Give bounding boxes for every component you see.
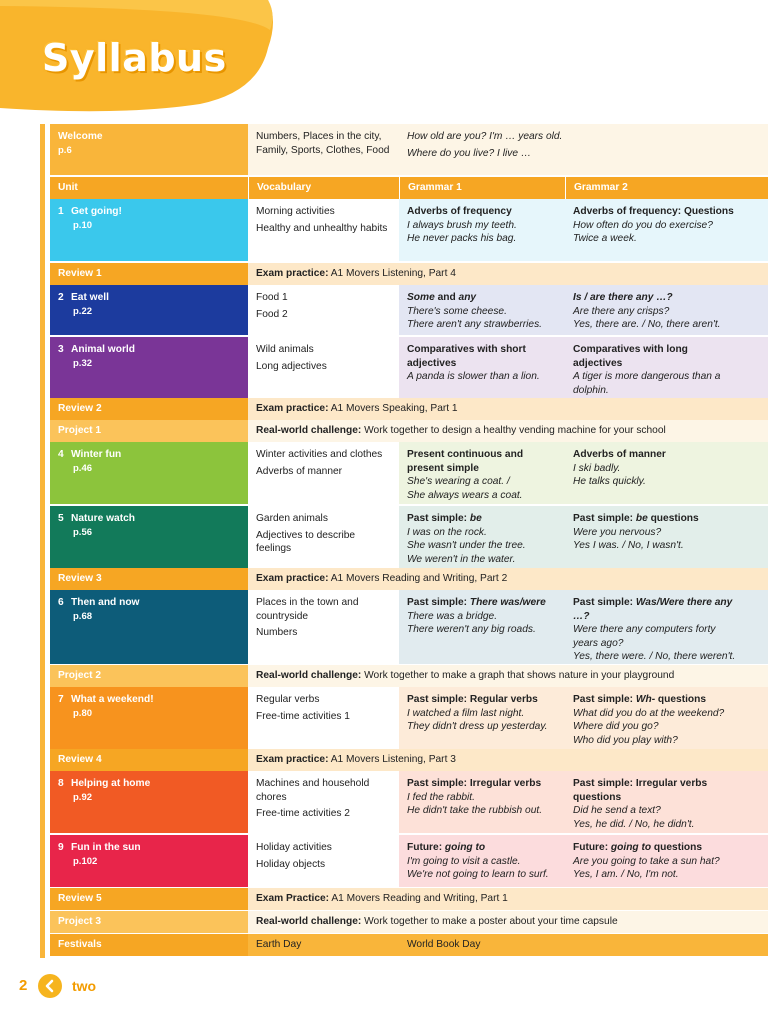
review-label: Review 5	[50, 888, 248, 910]
unit-grammar2	[565, 199, 768, 261]
unit-page: p.68	[73, 610, 93, 622]
grammar-example: Yes, I am. / No, I'm not.	[573, 869, 679, 880]
grammar-example: He talks quickly.	[573, 476, 646, 487]
welcome-page: p.6	[58, 144, 72, 156]
review-detail: A1 Movers Listening, Part 4	[328, 268, 456, 279]
review-label: Review 1	[50, 263, 248, 285]
unit-row-3	[50, 337, 768, 398]
grammar-example: Are you going to take a sun hat?	[573, 855, 720, 867]
unit-cell	[50, 285, 248, 335]
review-row-1	[50, 263, 768, 285]
unit-cell	[50, 835, 248, 887]
project-detail: Work together to make a graph that shows nature in your playground	[361, 670, 675, 681]
grammar-example: Yes, there were. / No, there weren't.	[573, 651, 736, 662]
unit-grammar1	[399, 199, 565, 261]
welcome-grammar-line: How old are you? I'm … years old.	[407, 131, 563, 142]
unit-page: p.80	[73, 707, 93, 719]
unit-page: p.102	[73, 855, 98, 867]
welcome-grammar	[399, 124, 768, 175]
grammar-title: Past simple: Irregular verbs questions	[573, 778, 708, 803]
project-bold: Real-world challenge:	[256, 670, 362, 681]
unit-name: Then and now	[71, 597, 140, 608]
review-bold: Exam Practice:	[256, 893, 330, 904]
vocab-item: Wild animals	[256, 344, 314, 355]
project-row-3	[50, 911, 768, 933]
unit-grammar2	[565, 687, 768, 749]
unit-row-8	[50, 771, 768, 833]
vocab-item: Morning activities	[256, 206, 335, 217]
unit-name: Helping at home	[71, 778, 151, 789]
grammar-title: Past simple: Irregular verbs	[407, 778, 542, 789]
unit-vocab	[248, 442, 399, 504]
grammar-example: She wasn't under the tree.	[407, 540, 526, 551]
grammar-title: Wh-	[635, 694, 656, 705]
review-text	[248, 398, 768, 420]
grammar-title: Past simple: Regular verbs	[407, 694, 538, 705]
grammar-title: Past simple:	[407, 597, 470, 608]
unit-number: 1	[58, 206, 64, 217]
grammar-example: A panda is slower than a lion.	[407, 371, 540, 382]
unit-number: 8	[58, 778, 64, 789]
unit-number: 4	[58, 449, 64, 460]
grammar-example: There's some cheese.	[407, 305, 507, 317]
grammar-example: Yes, there are. / No, there aren't.	[573, 319, 721, 330]
grammar-example: I was on the rock.	[407, 526, 487, 538]
grammar-example: They didn't dress up yesterday.	[407, 721, 548, 732]
grammar-example: Did he send a text?	[573, 805, 661, 816]
grammar-example: What did you do at the weekend?	[573, 707, 725, 719]
header-unit: Unit	[58, 182, 78, 193]
festival-world-book-day: World Book Day	[407, 939, 481, 950]
grammar-example: There weren't any big roads.	[407, 624, 536, 635]
review-label: Review 2	[50, 398, 248, 420]
grammar-title: Comparatives with long adjectives	[573, 344, 688, 369]
chevron-left-icon[interactable]	[38, 974, 62, 998]
unit-vocab	[248, 590, 399, 664]
grammar-title: Adverbs of manner	[573, 449, 666, 460]
vocab-item: Numbers	[256, 627, 298, 638]
review-bold: Exam practice:	[256, 573, 329, 584]
unit-page: p.46	[73, 462, 93, 474]
unit-cell	[50, 687, 248, 749]
review-text	[248, 568, 768, 590]
vocab-item: Food 2	[256, 308, 288, 320]
project-label: Project 2	[50, 665, 248, 687]
review-detail: A1 Movers Speaking, Part 1	[328, 403, 458, 414]
unit-grammar1	[399, 771, 565, 833]
welcome-label: Welcome	[58, 131, 103, 142]
unit-grammar1	[399, 687, 565, 749]
unit-cell	[50, 771, 248, 833]
page-number-word: two	[72, 978, 97, 994]
grammar-example: Yes, he did. / No, he didn't.	[573, 818, 695, 830]
grammar-example: Were you nervous?	[573, 526, 662, 538]
grammar-title: Future:	[573, 842, 611, 853]
welcome-cell	[50, 124, 248, 175]
grammar-example: I always brush my teeth.	[407, 219, 517, 231]
unit-cell	[50, 199, 248, 261]
unit-number: 7	[58, 694, 64, 705]
grammar-example: How often do you do exercise?	[573, 219, 713, 231]
page-title: Syllabus	[42, 36, 227, 80]
grammar-example: Were there any computers forty years ago?	[573, 624, 716, 649]
vocab-item: Free-time activities 1	[256, 710, 350, 722]
grammar-title: Adverbs of frequency	[407, 206, 512, 217]
project-row-2	[50, 665, 768, 687]
grammar-example: Yes I was. / No, I wasn't.	[573, 540, 684, 551]
review-bold: Exam practice:	[256, 754, 329, 765]
vocab-item: Free-time activities 2	[256, 808, 350, 819]
vocab-item: Holiday objects	[256, 858, 326, 870]
vocab-item: Healthy and unhealthy habits	[256, 222, 388, 234]
unit-number: 3	[58, 344, 64, 355]
grammar-title: Past simple:	[573, 513, 636, 524]
unit-grammar1	[399, 835, 565, 887]
unit-name: Winter fun	[71, 449, 122, 460]
unit-vocab	[248, 337, 399, 398]
unit-number: 5	[58, 513, 64, 524]
grammar-example: We're not going to learn to surf.	[407, 869, 549, 880]
grammar-example: I fed the rabbit.	[407, 791, 475, 803]
welcome-vocab-line: Family, Sports, Clothes, Food	[256, 144, 390, 156]
grammar-example: I'm going to visit a castle.	[407, 855, 521, 867]
unit-name: Eat well	[71, 292, 109, 303]
project-row-1	[50, 420, 768, 442]
grammar-title: Present continuous and present simple	[407, 449, 524, 474]
welcome-row	[50, 124, 768, 175]
review-row-3	[50, 568, 768, 590]
grammar-title: questions	[651, 842, 703, 853]
vocab-item: Adverbs of manner	[256, 465, 343, 477]
unit-vocab	[248, 199, 399, 261]
grammar-title: Comparatives with short adjectives	[407, 344, 526, 369]
grammar-title: any	[458, 292, 477, 303]
grammar-title: going to	[610, 842, 652, 853]
grammar-title: and	[434, 292, 459, 303]
vocab-item: Machines and household chores	[256, 778, 370, 803]
unit-cell	[50, 590, 248, 664]
unit-grammar2	[565, 285, 768, 335]
unit-row-7	[50, 687, 768, 749]
grammar-title: Past simple:	[573, 597, 636, 608]
unit-vocab	[248, 285, 399, 335]
unit-name: Fun in the sun	[71, 842, 141, 853]
grammar-title: questions	[655, 694, 707, 705]
grammar-example: He didn't take the rubbish out.	[407, 805, 543, 816]
unit-grammar1	[399, 590, 565, 664]
unit-row-6	[50, 590, 768, 664]
unit-grammar2	[565, 442, 768, 504]
grammar-example: Who did you play with?	[573, 734, 678, 746]
review-label: Review 3	[50, 568, 248, 590]
grammar-title: Some	[407, 292, 435, 303]
unit-grammar1	[399, 337, 565, 398]
vocab-item: Food 1	[256, 292, 288, 303]
unit-grammar1	[399, 285, 565, 335]
unit-number: 9	[58, 842, 64, 853]
unit-grammar1	[399, 442, 565, 504]
unit-grammar2	[565, 337, 768, 398]
unit-row-4	[50, 442, 768, 504]
unit-grammar2	[565, 590, 768, 664]
grammar-title: Future:	[407, 842, 445, 853]
unit-page: p.10	[73, 219, 93, 231]
syllabus-table	[40, 124, 768, 958]
unit-name: What a weekend!	[71, 694, 154, 705]
vocab-item: Garden animals	[256, 513, 328, 524]
page-number: 2	[19, 977, 28, 994]
review-label: Review 4	[50, 749, 248, 771]
grammar-example: Where did you go?	[573, 721, 659, 732]
header-vocab: Vocabulary	[248, 177, 399, 199]
unit-page: p.56	[73, 526, 93, 538]
unit-page: p.22	[73, 305, 93, 317]
grammar-example: She's wearing a coat. /	[407, 476, 510, 487]
review-bold: Exam practice:	[256, 268, 329, 279]
grammar-example: She always wears a coat.	[407, 489, 523, 501]
festival-earth-day: Earth Day	[256, 939, 302, 950]
header-row	[50, 177, 768, 199]
grammar-example: I ski badly.	[573, 462, 621, 474]
review-bold: Exam practice:	[256, 403, 329, 414]
unit-row-1	[50, 199, 768, 261]
review-detail: A1 Movers Listening, Part 3	[328, 754, 456, 765]
grammar-example: He never packs his bag.	[407, 233, 517, 244]
grammar-title: Past simple:	[407, 513, 470, 524]
welcome-grammar-line: Where do you live? I live …	[407, 147, 532, 159]
unit-vocab	[248, 506, 399, 568]
unit-grammar2	[565, 835, 768, 887]
unit-cell	[50, 442, 248, 504]
unit-name: Get going!	[71, 206, 122, 217]
welcome-vocab-line: Numbers, Places in the city,	[256, 131, 382, 142]
header-grammar1: Grammar 1	[399, 177, 565, 199]
project-text	[248, 420, 768, 442]
review-text	[248, 888, 768, 910]
grammar-title: Adverbs of frequency: Questions	[573, 206, 734, 217]
review-row-4	[50, 749, 768, 771]
vocab-item: Adjectives to describe feelings	[256, 529, 356, 554]
project-label: Project 1	[50, 420, 248, 442]
grammar-title: questions	[647, 513, 699, 524]
unit-vocab	[248, 687, 399, 749]
project-text	[248, 665, 768, 687]
review-text	[248, 749, 768, 771]
unit-cell	[50, 337, 248, 398]
grammar-example: There was a bridge.	[407, 610, 498, 622]
review-detail: A1 Movers Reading and Writing, Part 2	[328, 573, 508, 584]
review-row-5	[50, 888, 768, 910]
unit-vocab	[248, 835, 399, 887]
project-bold: Real-world challenge:	[256, 425, 362, 436]
project-label: Project 3	[50, 911, 248, 933]
unit-grammar2	[565, 771, 768, 833]
vocab-item: Winter activities and clothes	[256, 449, 383, 460]
vocab-item: Long adjectives	[256, 360, 327, 372]
unit-page: p.92	[73, 791, 93, 803]
grammar-title: be	[469, 513, 482, 524]
unit-grammar1	[399, 506, 565, 568]
unit-grammar2	[565, 506, 768, 568]
festivals-row	[50, 934, 768, 956]
unit-row-5	[50, 506, 768, 568]
project-text	[248, 911, 768, 933]
unit-page: p.32	[73, 357, 93, 369]
review-text	[248, 263, 768, 285]
unit-row-2	[50, 285, 768, 335]
grammar-example: Twice a week.	[573, 233, 637, 244]
unit-name: Nature watch	[71, 513, 135, 524]
grammar-title: Was/Were there any …?	[573, 597, 733, 622]
unit-cell	[50, 506, 248, 568]
grammar-title: There was/were	[469, 597, 546, 608]
vocab-item: Places in the town and countryside	[256, 597, 359, 622]
unit-name: Animal world	[71, 344, 135, 355]
grammar-example: I watched a film last night.	[407, 707, 525, 719]
project-detail: Work together to design a healthy vending machine for your school	[361, 425, 666, 436]
unit-row-9	[50, 835, 768, 887]
grammar-title: going to	[444, 842, 486, 853]
grammar-title: Is / are there any …?	[573, 292, 673, 303]
welcome-vocab	[248, 124, 399, 175]
festivals-label: Festivals	[50, 934, 248, 956]
project-detail: Work together to make a poster about your time capsule	[361, 916, 618, 927]
grammar-title: be	[635, 513, 648, 524]
review-row-2	[50, 398, 768, 420]
header-grammar2: Grammar 2	[565, 177, 768, 199]
unit-number: 2	[58, 292, 64, 303]
unit-number: 6	[58, 597, 64, 608]
grammar-example: There aren't any strawberries.	[407, 319, 543, 330]
grammar-title: Past simple:	[573, 694, 636, 705]
unit-vocab	[248, 771, 399, 833]
grammar-example: A tiger is more dangerous than a dolphin.	[573, 371, 721, 396]
vocab-item: Regular verbs	[256, 694, 320, 705]
grammar-example: We weren't in the water.	[407, 553, 516, 565]
project-bold: Real-world challenge:	[256, 916, 362, 927]
vocab-item: Holiday activities	[256, 842, 332, 853]
review-detail: A1 Movers Reading and Writing, Part 1	[329, 893, 508, 904]
grammar-example: Are there any crisps?	[573, 305, 670, 317]
